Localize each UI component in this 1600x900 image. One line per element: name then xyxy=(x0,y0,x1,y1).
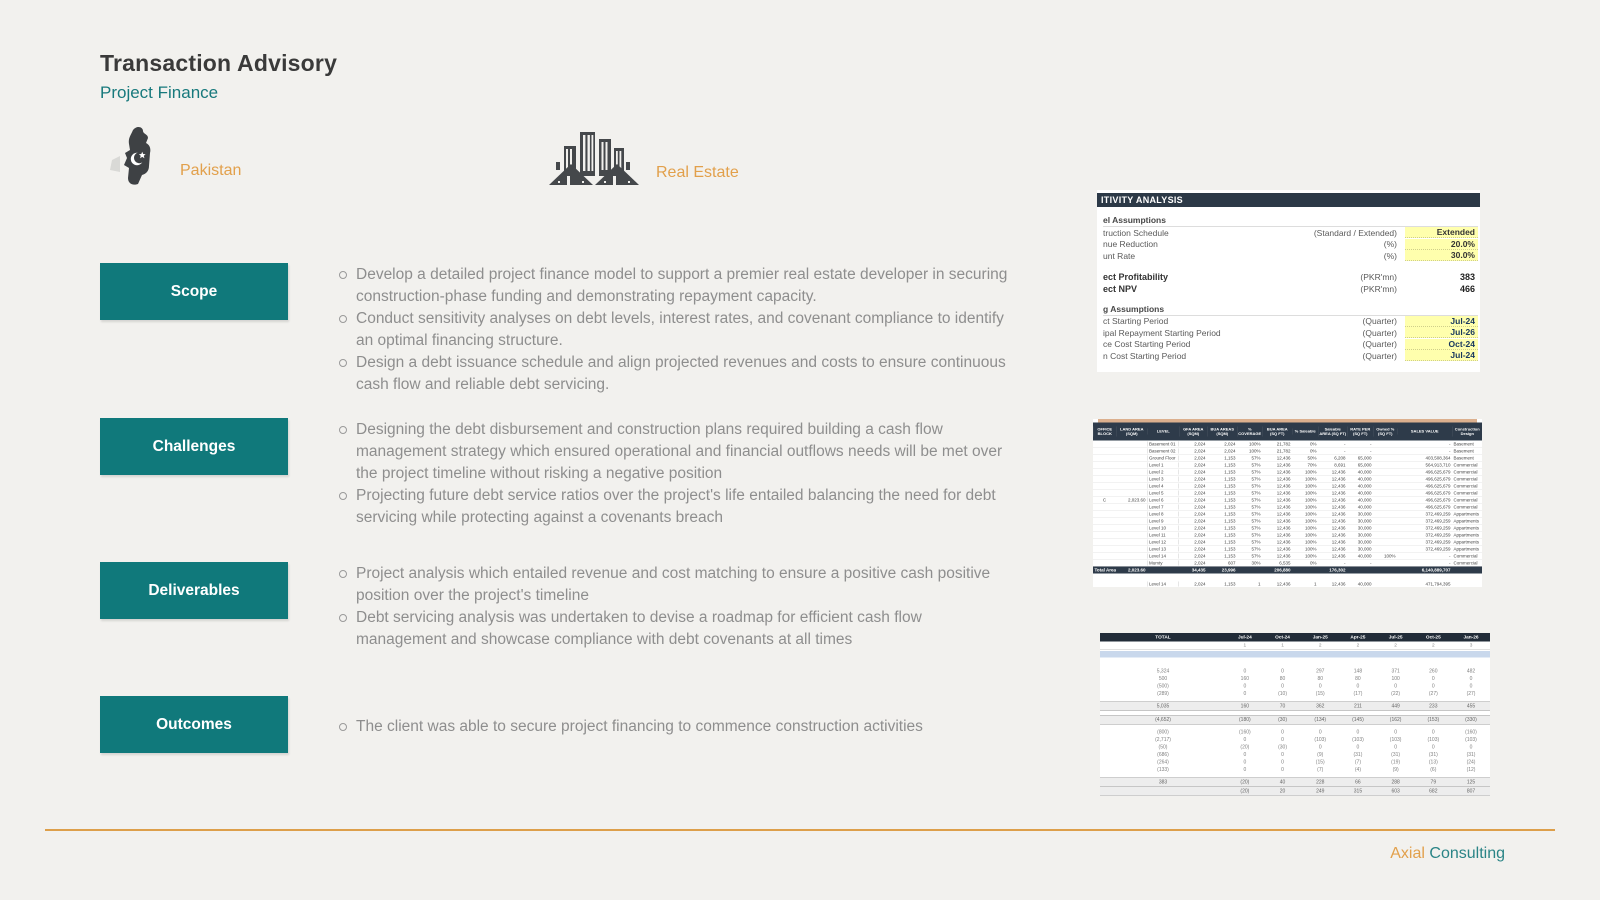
table-row: Level 4 2,024 1,153 57% 12,436 100% 12,436 40,000 496,625,679 Commercial xyxy=(1093,483,1482,490)
pakistan-map-icon xyxy=(106,126,164,186)
bullet-text: Conduct sensitivity analyses on debt levels, interest rates, and covenant compliance to identify an optimal financing structure. xyxy=(356,310,1004,349)
bullet-marker-icon xyxy=(339,570,347,578)
cashflow-row: (4,652) (180) (30) (134) (145) (162) (153) (330) xyxy=(1100,715,1490,725)
table-row: Level 9 2,024 1,153 57% 12,436 100% 12,436 30,000 372,469,259 Appartments xyxy=(1093,518,1482,525)
country-tag xyxy=(106,124,241,186)
table-row: Level 2 2,024 1,153 57% 12,436 100% 12,436 40,000 496,625,679 Commercial xyxy=(1093,469,1482,476)
table-row: Level 14 2,024 1,153 57% 12,436 100% 12,436 40,000 100% - Commercial xyxy=(1093,553,1482,560)
area-table-header: OFFICE BLOCK LAND AREA (SQM) LEVEL GFA AREA (SQM) BUA AREAS (SQM) % COVERAGE BUA AREA (SQ FT) % Saleable Saleable AREA (SQ FT) RATE PER (SQ FT) Owned % (SQ FT) SALES VALUE Construction Design xyxy=(1093,423,1482,441)
table-row: Basement 01 2,024 2,024 100% 21,782 0% - - - Basement xyxy=(1093,441,1482,448)
scope-button xyxy=(100,263,288,320)
table-row: Ground Floor 2,024 1,153 57% 12,436 50% 6,208 65,000 403,508,364 Basement xyxy=(1093,455,1482,462)
section-deliverables xyxy=(100,562,1011,651)
bullet-list xyxy=(339,562,1011,651)
cashflow-row: (50) (20) (30) 0 0 0 0 0 xyxy=(1158,744,1473,750)
table-row: C 2,023.60 Level 6 2,024 1,153 57% 12,436 100% 12,436 40,000 496,625,679 Commercial xyxy=(1093,497,1482,504)
bullet-item xyxy=(339,563,1011,607)
sensitivity-row: ipal Repayment Starting Period (Quarter) Jul-26 xyxy=(1103,327,1478,339)
page-subtitle: Project Finance xyxy=(100,83,219,102)
challenges-button xyxy=(100,418,288,475)
cashflow-row: 5,035 160 70 362 211 449 233 455 xyxy=(1100,702,1490,712)
section-label: Deliverables xyxy=(148,581,240,599)
bullet-list xyxy=(339,418,1011,529)
page-title: Transaction Advisory xyxy=(100,50,338,76)
sensitivity-row: truction Schedule (Standard / Extended) Extended xyxy=(1103,227,1478,239)
bullet-text: Develop a detailed project finance model to support a premier real estate developer in securing construction-phase funding and demonstrating repayment capacity. xyxy=(356,266,1008,305)
sensitivity-row: ect Profitability (PKR'mn) 383 xyxy=(1103,271,1475,282)
table-row: Level 12 2,024 1,153 57% 12,436 100% 12,436 30,000 372,469,259 Appartments xyxy=(1093,539,1482,546)
cashflow-table-screenshot xyxy=(1100,633,1490,796)
country-label: Pakistan xyxy=(180,162,242,179)
bullet-text: Design a debt issuance schedule and align projected revenues and costs to ensure continuous cash flow and reliable debt servicing. xyxy=(356,354,1006,393)
bullet-text: Project analysis which entailed revenue and cost matching to ensure a positive cash positive position over the project's timeline xyxy=(356,565,991,604)
sensitivity-row: nue Reduction (%) 20.0% xyxy=(1103,239,1478,251)
section-challenges xyxy=(100,418,1011,529)
table-row: Level 5 2,024 1,153 57% 12,436 100% 12,436 40,000 496,625,679 Commercial xyxy=(1093,490,1482,497)
table-row: Level 10 2,024 1,153 57% 12,436 100% 12,436 30,000 372,469,259 Appartments xyxy=(1093,525,1482,532)
cashflow-row: (133) 0 0 (7) (4) (9) (6) (12) xyxy=(1157,767,1476,773)
bullet-list xyxy=(339,263,1011,396)
table-row: Level 13 2,024 1,153 57% 12,436 100% 12,436 30,000 372,469,259 Appartments xyxy=(1093,546,1482,553)
table-row: Basement 02 2,024 2,024 100% 21,782 0% - - - Basement xyxy=(1093,448,1482,455)
table-row: Level 8 2,024 1,153 57% 12,436 100% 12,436 30,000 372,469,259 Appartments xyxy=(1093,511,1482,518)
area-table-screenshot xyxy=(1093,419,1482,587)
industry-tag xyxy=(548,126,739,188)
bullet-item xyxy=(339,308,1011,352)
bullet-marker-icon xyxy=(339,426,347,434)
period-count-row: 1 1 2 2 2 2 3 xyxy=(1100,642,1490,650)
table-row: Mumty 2,024 607 30% 6,535 0% - - - Commercial xyxy=(1093,560,1482,567)
bullet-item xyxy=(339,485,1011,529)
cashflow-row: 383 (20) 40 228 66 288 79 125 xyxy=(1100,778,1490,788)
table-row: Level 7 2,024 1,153 57% 12,436 100% 12,436 40,000 496,625,679 Commercial xyxy=(1093,504,1482,511)
sensitivity-row: n Cost Starting Period (Quarter) Jul-24 xyxy=(1103,350,1478,362)
brand-logo: Axial Consulting xyxy=(1390,845,1505,862)
bullet-text: Designing the debt disbursement and construction plans required building a cash flow management strategy which ensured operational and financial outflows needs will be met over the project timeline without risking a negative position xyxy=(356,421,1003,482)
section-scope xyxy=(100,263,1011,396)
bullet-text: The client was able to secure project financing to commence construction activities xyxy=(356,718,923,735)
assumption-group-heading: g Assumptions xyxy=(1103,302,1478,316)
cashflow-row: 500 160 80 80 80 100 0 0 xyxy=(1158,676,1473,682)
section-label: Challenges xyxy=(152,437,236,455)
cashflow-row: (800) (160) 0 0 0 0 0 (160) xyxy=(1157,729,1477,735)
sensitivity-row: ce Cost Starting Period (Quarter) Oct-24 xyxy=(1103,339,1478,351)
bullet-item xyxy=(339,607,1011,651)
cashflow-row: (500) 0 0 0 0 0 0 0 xyxy=(1157,683,1473,689)
industry-label: Real Estate xyxy=(656,164,739,181)
section-outcomes xyxy=(100,696,1011,753)
assumption-group-heading: el Assumptions xyxy=(1103,213,1478,227)
bullet-item xyxy=(339,264,1011,308)
deliverables-button xyxy=(100,562,288,619)
sensitivity-row: ct Starting Period (Quarter) Jul-24 xyxy=(1103,316,1478,328)
section-label: Outcomes xyxy=(156,715,232,733)
cashflow-row: (289) 0 (10) (15) (17) (22) (27) (27) xyxy=(1157,691,1476,697)
cashflow-row: (2,717) 0 0 (103) (103) (103) (103) (103) xyxy=(1155,737,1477,743)
area-table-extra-row: Level 14 2,024 1,153 1 12,436 1 12,436 40,000 471,794,395 xyxy=(1149,581,1451,587)
area-table-total-row: Total Area 2,023.60 34,435 23,996 206,880 176,302 6,140,889,707 xyxy=(1093,567,1482,574)
cashflow-header: TOTAL Jul-24 Oct-24 Jan-25 Apr-25 Jul-25 Oct-25 Jan-26 xyxy=(1100,633,1490,642)
table-row: Level 3 2,024 1,153 57% 12,436 100% 12,436 40,000 496,625,679 Commercial xyxy=(1093,476,1482,483)
sensitivity-title: ITIVITY ANALYSIS xyxy=(1097,193,1480,207)
cashflow-row: (20) 20 249 315 603 682 807 xyxy=(1100,787,1490,796)
bullet-marker-icon xyxy=(339,271,347,279)
sensitivity-row: ect NPV (PKR'mn) 466 xyxy=(1103,284,1475,295)
bullet-list xyxy=(339,696,1011,738)
bullet-text: Projecting future debt service ratios over the project's life entailed balancing the need for debt servicing while protecting against a covenants breach xyxy=(356,487,996,526)
bullet-item xyxy=(339,419,1011,485)
bullet-item xyxy=(339,352,1011,396)
cashflow-row: 5,324 0 0 297 148 371 260 482 xyxy=(1156,668,1476,674)
table-row: Level 11 2,024 1,153 57% 12,436 100% 12,436 30,000 372,469,259 Appartments xyxy=(1093,532,1482,539)
outcomes-button xyxy=(100,696,288,753)
bullet-marker-icon xyxy=(339,315,347,323)
bullet-marker-icon xyxy=(339,723,347,731)
section-label: Scope xyxy=(170,282,218,300)
bullet-marker-icon xyxy=(339,359,347,367)
cashflow-row: (264) 0 0 (15) (7) (19) (13) (24) xyxy=(1157,759,1476,765)
cashflow-row: (686) 0 0 (9) (31) (31) (31) (31) xyxy=(1157,752,1476,758)
sensitivity-analysis-screenshot xyxy=(1097,190,1480,372)
buildings-icon xyxy=(548,126,640,188)
table-row: Level 1 2,024 1,153 57% 12,436 70% 8,691 65,000 564,913,710 Commercial xyxy=(1093,462,1482,469)
bullet-item xyxy=(339,716,1011,738)
sensitivity-row: unt Rate (%) 30.0% xyxy=(1103,250,1478,262)
bullet-text: Debt servicing analysis was undertaken to devise a roadmap for efficient cash flow management and showcase compliance with debt covenants at all times xyxy=(356,609,922,648)
bullet-marker-icon xyxy=(339,492,347,500)
bullet-marker-icon xyxy=(339,614,347,622)
footer-divider xyxy=(45,829,1555,831)
